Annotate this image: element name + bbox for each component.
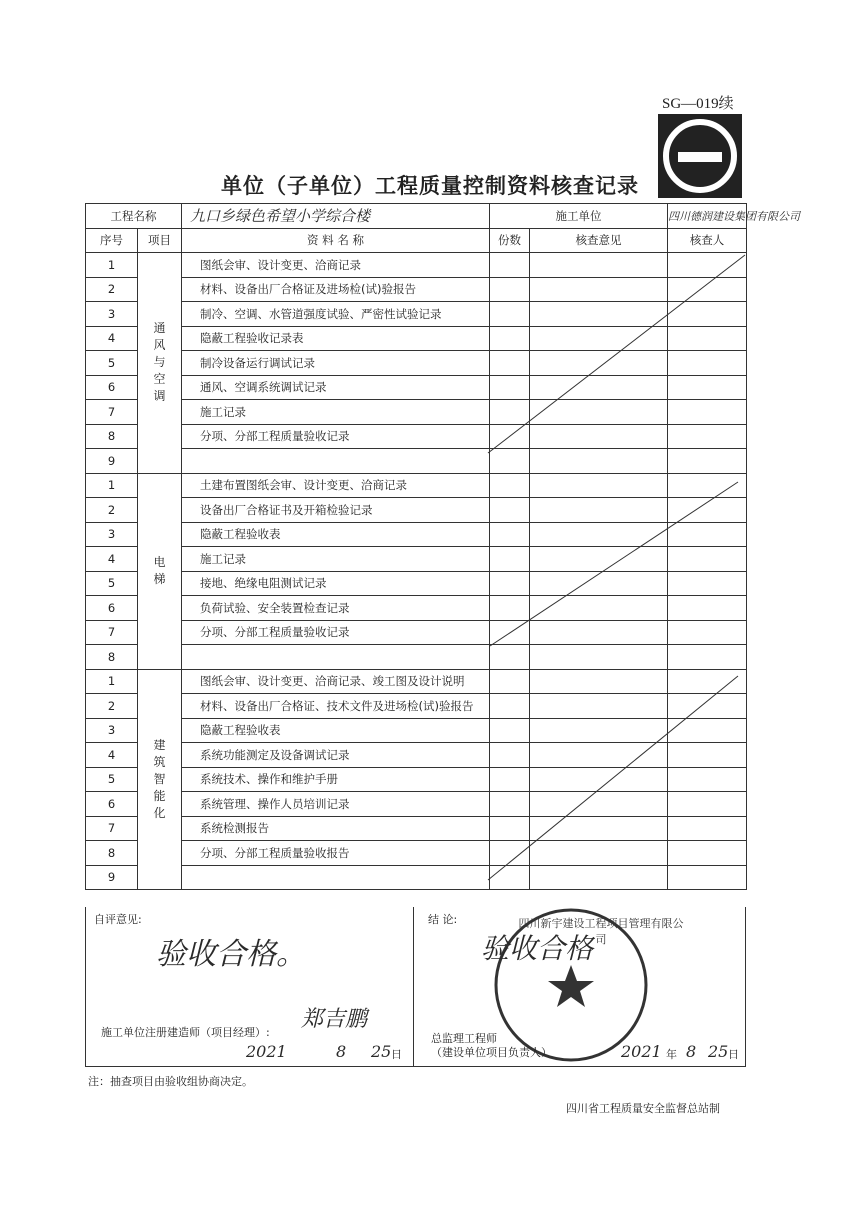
row-number: 6 [86, 792, 138, 817]
row-number: 2 [86, 277, 138, 302]
signoff-area [85, 907, 746, 1067]
record-name: 设备出厂合格证书及开箱检验记录 [182, 498, 490, 523]
row-number: 7 [86, 620, 138, 645]
contractor-label: 施工单位 [490, 204, 668, 229]
row-number: 3 [86, 718, 138, 743]
record-name: 分项、分部工程质量验收记录 [182, 620, 490, 645]
record-name: 制冷设备运行调试记录 [182, 351, 490, 376]
self-eval-handwritten: 验收合格。 [156, 937, 306, 972]
record-name: 通风、空调系统调试记录 [182, 375, 490, 400]
record-name: 隐蔽工程验收表 [182, 718, 490, 743]
record-name: 负荷试验、安全装置检查记录 [182, 596, 490, 621]
conclusion-day: 25 [708, 1042, 729, 1061]
record-name: 系统检测报告 [182, 816, 490, 841]
record-name: 分项、分部工程质量验收记录 [182, 424, 490, 449]
col-no: 序号 [86, 228, 138, 253]
self-eval-signer-label: 施工单位注册建造师（项目经理）: [101, 1026, 270, 1039]
record-name: 材料、设备出厂合格证及进场检(试)验报告 [182, 277, 490, 302]
self-eval-day: 25 [371, 1042, 392, 1061]
conclusion-date-suffix: 日 [728, 1048, 739, 1061]
row-number: 3 [86, 302, 138, 327]
issuing-agency: 四川省工程质量安全监督总站制 [566, 1102, 720, 1115]
row-number: 7 [86, 400, 138, 425]
category-label: 通风与空调 [153, 321, 166, 404]
conclusion-month: 8 [686, 1042, 697, 1061]
category-label: 建筑智能化 [153, 737, 166, 820]
conclusion-signer-label-2: （建设单位项目负责人） [431, 1046, 552, 1059]
project-value: 九口乡绿色希望小学综合楼 [182, 204, 490, 229]
row-number: 8 [86, 645, 138, 670]
row-number: 7 [86, 816, 138, 841]
row-number: 4 [86, 326, 138, 351]
col-copies: 份数 [490, 228, 530, 253]
contractor-value: 四川德润建设集团有限公司 [668, 204, 747, 229]
col-name: 资 料 名 称 [182, 228, 490, 253]
row-number: 5 [86, 571, 138, 596]
row-number: 3 [86, 522, 138, 547]
self-eval-signature: 郑吉鹏 [301, 1007, 368, 1032]
conclusion-year: 2021 [621, 1042, 662, 1061]
strike-line-intelligent [488, 676, 738, 880]
row-number: 5 [86, 351, 138, 376]
conclusion-year-suffix: 年 [666, 1048, 677, 1061]
row-number: 8 [86, 841, 138, 866]
form-code: SG—019续 [662, 96, 734, 112]
row-number: 4 [86, 743, 138, 768]
row-number: 6 [86, 596, 138, 621]
self-eval-date-suffix: 日 [391, 1048, 402, 1061]
record-name: 系统技术、操作和维护手册 [182, 767, 490, 792]
record-name: 接地、绝缘电阻测试记录 [182, 571, 490, 596]
seal-text: 四川新宇建设工程项目管理有限公司 [518, 917, 684, 946]
row-number: 9 [86, 865, 138, 890]
self-eval-label: 自评意见: [94, 913, 142, 926]
row-number: 8 [86, 424, 138, 449]
record-name: 图纸会审、设计变更、洽商记录 [182, 253, 490, 278]
self-eval-month: 8 [336, 1042, 347, 1061]
record-name: 隐蔽工程验收记录表 [182, 326, 490, 351]
row-number: 1 [86, 253, 138, 278]
col-item: 项目 [138, 228, 182, 253]
footnote: 注：抽查项目由验收组协商决定。 [88, 1075, 253, 1088]
row-number: 1 [86, 669, 138, 694]
record-name: 系统功能测定及设备调试记录 [182, 743, 490, 768]
row-number: 9 [86, 449, 138, 474]
page-title: 单位（子单位）工程质量控制资料核查记录 [221, 174, 639, 198]
signoff-divider [413, 907, 414, 1066]
record-name: 分项、分部工程质量验收报告 [182, 841, 490, 866]
row-number: 2 [86, 694, 138, 719]
row-number: 4 [86, 547, 138, 572]
strike-line-elevator [490, 482, 738, 646]
row-number: 5 [86, 767, 138, 792]
col-checker: 核查人 [668, 228, 747, 253]
record-name: 施工记录 [182, 400, 490, 425]
row-number: 1 [86, 473, 138, 498]
record-name: 制冷、空调、水管道强度试验、严密性试验记录 [182, 302, 490, 327]
category-label: 电梯 [153, 555, 166, 586]
conclusion-label: 结 论: [428, 913, 458, 926]
strike-line-ventilation [488, 255, 745, 453]
record-name: 施工记录 [182, 547, 490, 572]
record-name: 土建布置图纸会审、设计变更、洽商记录 [182, 473, 490, 498]
row-number: 2 [86, 498, 138, 523]
row-number: 6 [86, 375, 138, 400]
col-opinion: 核查意见 [530, 228, 668, 253]
conclusion-signer-label-1: 总监理工程师 [431, 1032, 497, 1045]
record-name: 图纸会审、设计变更、洽商记录、竣工图及设计说明 [182, 669, 490, 694]
record-name: 材料、设备出厂合格证、技术文件及进场检(试)验报告 [182, 694, 490, 719]
record-name: 隐蔽工程验收表 [182, 522, 490, 547]
self-eval-year: 2021 [246, 1042, 287, 1061]
conclusion-handwritten: 验收合格 [481, 932, 594, 965]
project-label: 工程名称 [86, 204, 182, 229]
record-name: 系统管理、操作人员培训记录 [182, 792, 490, 817]
